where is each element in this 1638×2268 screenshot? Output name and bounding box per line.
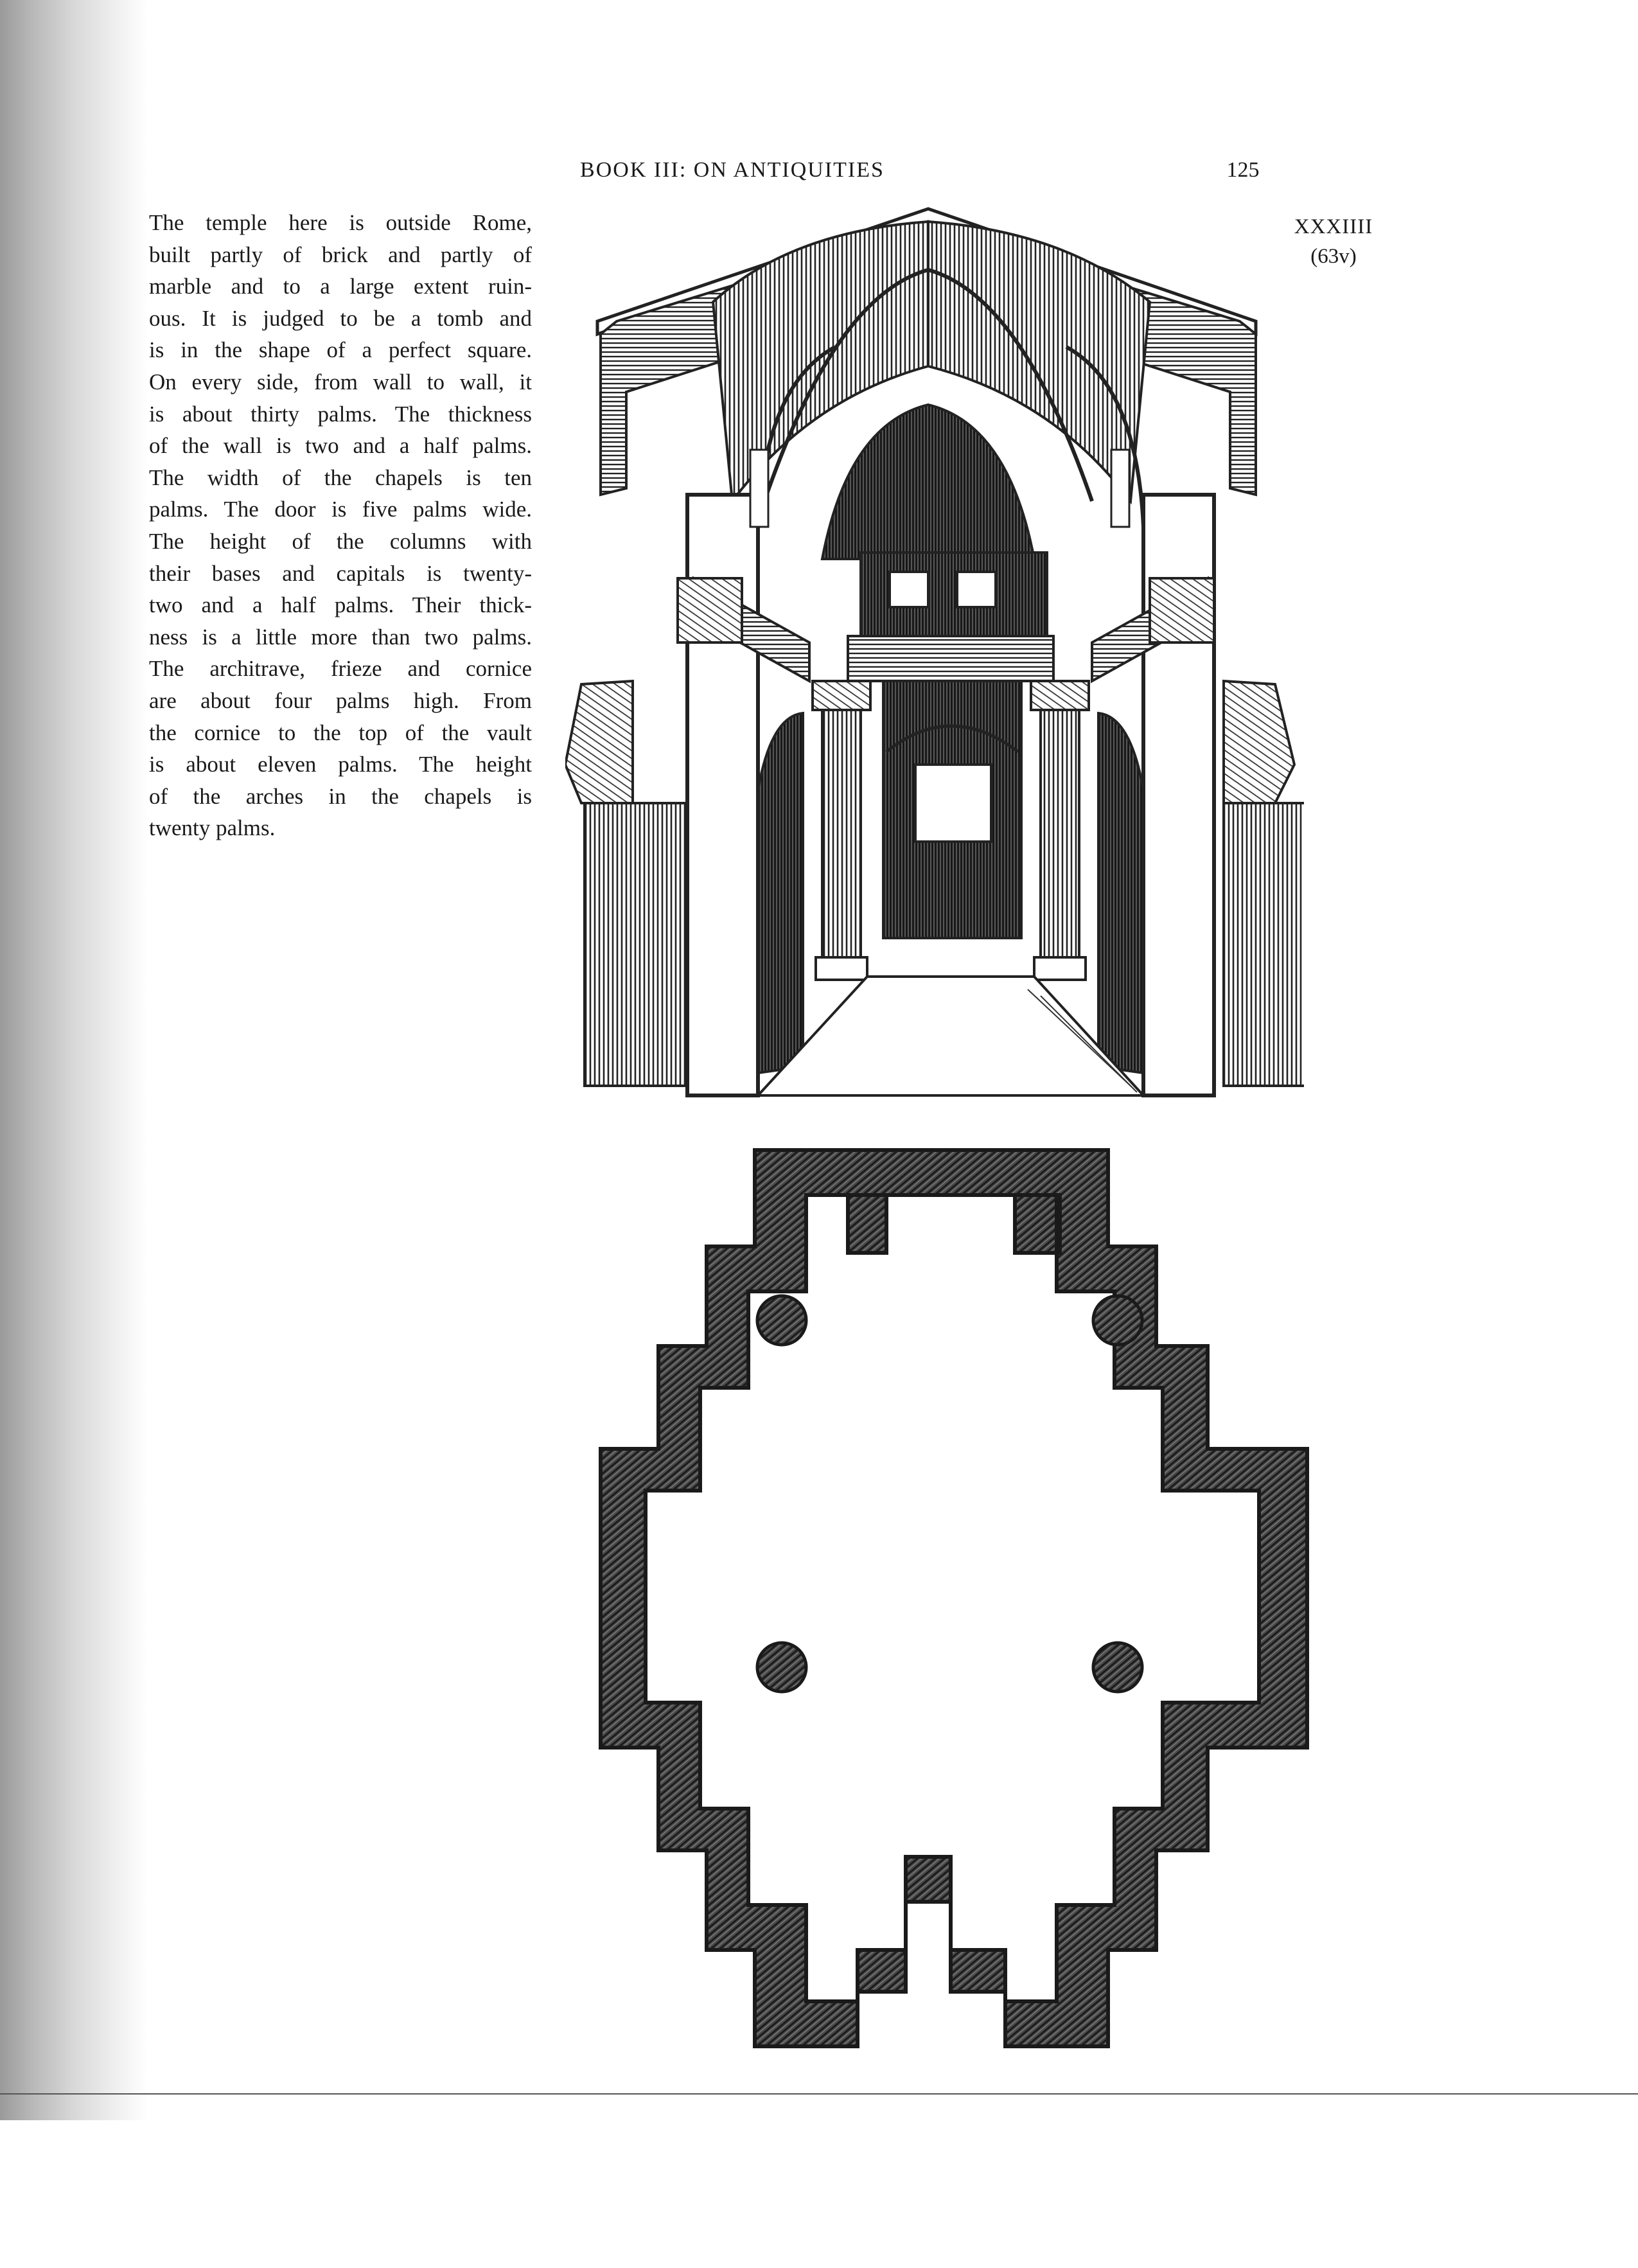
scan-gutter-shadow xyxy=(0,0,148,2120)
left-column-base xyxy=(816,957,867,980)
text-line: is about eleven palms. The height xyxy=(149,752,532,777)
text-line: twenty palms. xyxy=(149,815,276,841)
scan-bottom-edge xyxy=(0,2093,1638,2095)
text-line: On every side, from wall to wall, it xyxy=(149,369,532,394)
text-line: The height of the columns with xyxy=(149,528,532,554)
side-window-right xyxy=(1111,450,1129,527)
plan-walls xyxy=(601,1150,1307,2046)
text-line: The architrave, frieze and cornice xyxy=(149,656,532,682)
right-column-shaft xyxy=(1041,707,1079,957)
right-chapel-roof xyxy=(1224,681,1294,803)
running-header: BOOK III: ON ANTIQUITIES xyxy=(580,158,885,182)
body-paragraph xyxy=(149,207,532,844)
text-line: is about thirty palms. The thickness xyxy=(149,401,532,427)
back-entablature xyxy=(848,636,1053,681)
text-line: ous. It is judged to be a tomb and xyxy=(149,305,532,331)
right-column-capital xyxy=(1031,681,1089,710)
text-line: are about four palms high. From xyxy=(149,687,532,713)
upper-window-left xyxy=(890,572,928,607)
text-line: two and a half palms. Their thick- xyxy=(149,592,532,618)
text-line: of the arches in the chapels is xyxy=(149,783,532,809)
right-chapel-wall xyxy=(1224,803,1304,1086)
column-bottom-right xyxy=(1093,1643,1142,1692)
right-column-base xyxy=(1034,957,1086,980)
temple-floor-plan xyxy=(578,1137,1317,2268)
text-line: ness is a little more than two palms. xyxy=(149,624,532,650)
text-line: their bases and capitals is twenty- xyxy=(149,560,532,586)
column-top-left xyxy=(757,1296,806,1345)
text-line: built partly of brick and partly of xyxy=(149,242,532,267)
side-window-left xyxy=(750,450,768,527)
left-chapel-wall xyxy=(585,803,687,1086)
right-side-arch xyxy=(1098,713,1143,1073)
left-column-capital xyxy=(813,681,870,710)
left-side-arch xyxy=(758,713,803,1073)
right-front-capital xyxy=(1150,578,1214,642)
temple-interior-woodcut xyxy=(565,204,1304,1110)
floor-plane xyxy=(758,977,1143,1095)
vault-crown xyxy=(822,405,1034,559)
text-line: the cornice to the top of the vault xyxy=(149,720,532,745)
left-chapel-roof xyxy=(565,681,633,803)
upper-window-right xyxy=(957,572,996,607)
left-front-capital xyxy=(678,578,742,642)
text-line: palms. The door is five palms wide. xyxy=(149,497,532,522)
text-line: marble and to a large extent ruin- xyxy=(149,274,532,299)
text-line: of the wall is two and a half palms. xyxy=(149,433,532,459)
page-number: 125 xyxy=(1226,158,1260,182)
doorway-opening xyxy=(915,765,991,842)
folio-roman-numeral: XXXIIII xyxy=(1294,215,1373,238)
folio-leaf: (63v) xyxy=(1310,245,1357,268)
text-line: is in the shape of a perfect square. xyxy=(149,337,532,363)
left-column-shaft xyxy=(822,707,861,957)
column-top-right xyxy=(1093,1296,1142,1345)
text-line: The temple here is outside Rome, xyxy=(149,210,532,235)
text-line: The width of the chapels is ten xyxy=(149,465,532,490)
column-bottom-left xyxy=(757,1643,806,1692)
